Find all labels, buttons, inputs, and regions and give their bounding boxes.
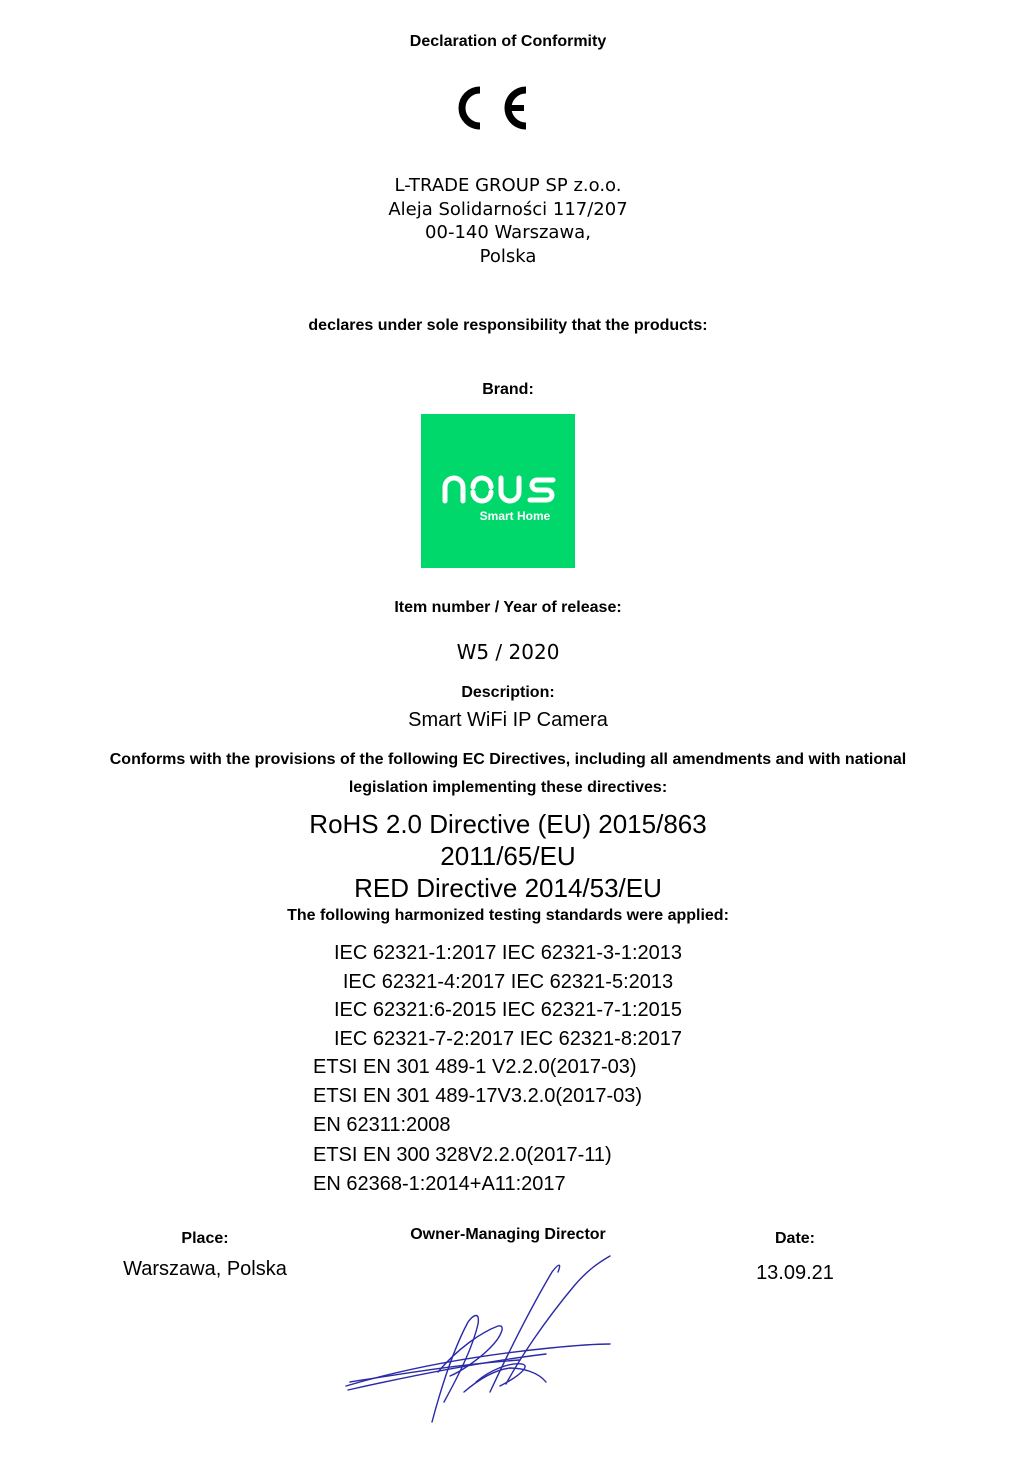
directive-item: 2011/65/EU	[440, 841, 576, 871]
date-label: Date:	[774, 1230, 815, 1247]
standard-row: IEC 62321:6-2015 IEC 62321-7-1:2015	[333, 999, 683, 1021]
ce-mark-icon	[456, 84, 534, 132]
standard-row: IEC 62321-1:2017 IEC 62321-3-1:2013	[333, 942, 683, 964]
logo-tagline: Smart Home	[479, 509, 551, 523]
signature-icon	[340, 1252, 630, 1432]
conforms-line-2: legislation implementing these directives:	[348, 779, 668, 796]
standard-item: EN 62368-1:2014+A11:2017	[313, 1172, 566, 1195]
document-title: Declaration of Conformity	[409, 33, 607, 50]
standard-row: IEC 62321-7-2:2017 IEC 62321-8:2017	[333, 1027, 683, 1050]
description-value: Smart WiFi IP Camera	[408, 709, 608, 731]
conforms-line-1: Conforms with the provisions of the following EC Directives, including all amendments and with national	[109, 751, 907, 768]
company-city: 00-140 Warszawa,	[425, 222, 591, 243]
nous-logo-icon	[421, 414, 575, 568]
standard-row: IEC 62321-4:2017 IEC 62321-5:2013	[342, 970, 674, 993]
item-number-value: W5 / 2020	[456, 640, 560, 664]
owner-managing-director-label: Owner-Managing Director	[410, 1226, 606, 1243]
harmonized-standards-label: The following harmonized testing standards were applied:	[287, 907, 729, 924]
standards-list	[313, 1053, 642, 1199]
company-street: Aleja Solidarności 117/207	[388, 198, 628, 220]
company-address	[0, 174, 1016, 268]
company-country: Polska	[479, 245, 537, 267]
place-label: Place:	[181, 1230, 229, 1247]
directives-list	[0, 808, 1016, 904]
standard-item: ETSI EN 300 328V2.2.0(2017-11)	[313, 1143, 612, 1166]
standard-item: ETSI EN 301 489-17V3.2.0(2017-03)	[313, 1085, 643, 1108]
declaration-statement: declares under sole responsibility that the products:	[308, 317, 708, 334]
company-name: L-TRADE GROUP SP z.o.o.	[394, 175, 622, 196]
directive-item: RED Directive 2014/53/EU	[354, 873, 662, 903]
brand-logo	[421, 414, 575, 568]
standard-item: ETSI EN 301 489-1 V2.2.0(2017-03)	[313, 1056, 637, 1078]
brand-label: Brand:	[482, 381, 534, 398]
standards-grid	[0, 939, 1016, 1053]
conforms-statement	[0, 746, 1016, 802]
date-value: 13.09.21	[756, 1262, 834, 1284]
standard-item: EN 62311:2008	[313, 1114, 451, 1137]
place-value: Warszawa, Polska	[123, 1258, 287, 1280]
description-label: Description:	[461, 684, 555, 701]
directive-item: RoHS 2.0 Directive (EU) 2015/863	[309, 809, 707, 839]
item-number-label: Item number / Year of release:	[394, 599, 622, 616]
